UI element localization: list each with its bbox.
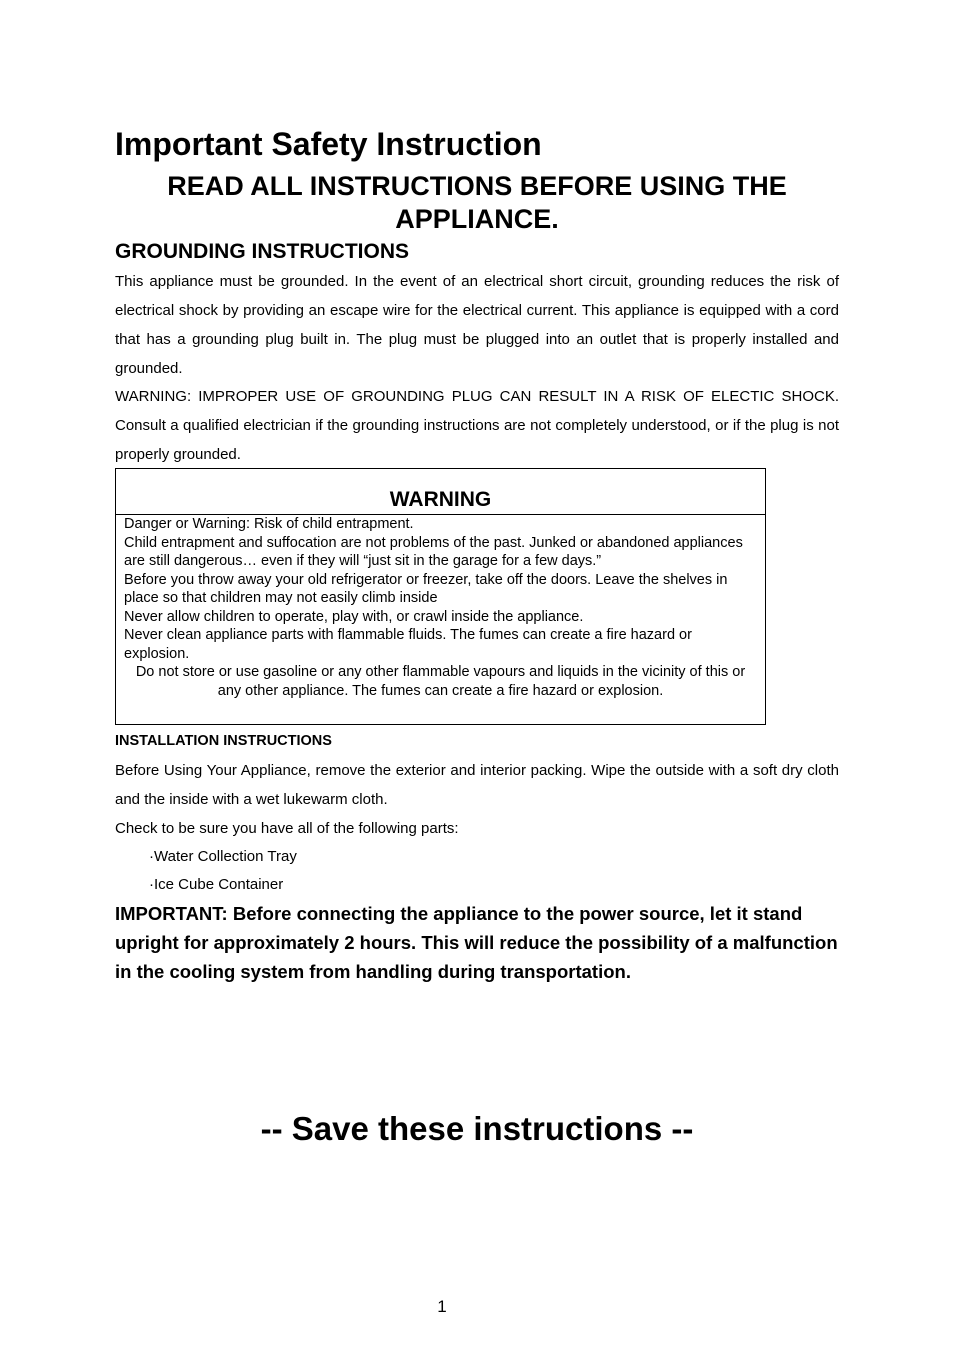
warning-line: Do not store or use gasoline or any other flammable vapours and liquids in the vicinity of this or any other appliance. The fumes can create a fire hazard or explosion. (135, 664, 746, 699)
page-number: 1 (437, 1297, 447, 1316)
read-instructions-heading: READ ALL INSTRUCTIONS BEFORE USING THE APPLIANCE. (167, 171, 787, 234)
important-notice: IMPORTANT: Before connecting the appliance to the power source, let it stand upright for approximately 2 hours. This will reduce the possibility of a malfunction in the cooling system from handling during transportation. (115, 903, 838, 982)
warning-box-body (124, 515, 757, 700)
warning-line: Before you throw away your old refrigerator or freezer, take off the doors. Leave the shelves in place so that children may not easily climb inside (124, 571, 728, 606)
grounding-paragraph: This appliance must be grounded. In the event of an electrical short circuit, grounding reduces the risk of electrical shock by providing an escape wire for the electrical current. This appliance is equipped with a cord that has a grounding plug built in. The plug must be plugged into an outlet that is properly installed and grounded. (115, 273, 839, 377)
installation-heading: INSTALLATION INSTRUCTIONS (115, 733, 332, 749)
parts-list-item: ·Ice Cube Container (149, 876, 284, 893)
grounding-warning-paragraph: WARNING: IMPROPER USE OF GROUNDING PLUG CAN RESULT IN A RISK OF ELECTIC SHOCK. Consult a qualified electrician if the grounding instructions are not completely understood, or if the plug is not properly grounded. (115, 388, 839, 463)
save-instructions-banner: -- Save these instructions -- (260, 1110, 694, 1147)
warning-line: Never allow children to operate, play with, or crawl inside the appliance. (124, 608, 584, 625)
parts-list-item: ·Water Collection Tray (149, 848, 297, 865)
warning-line: Danger or Warning: Risk of child entrapment. (124, 516, 414, 532)
warning-box-title: WARNING (389, 488, 492, 511)
grounding-heading: GROUNDING INSTRUCTIONS (115, 240, 409, 263)
page-title: Important Safety Instruction (115, 126, 542, 162)
warning-line: Never clean appliance parts with flammable fluids. The fumes can create a fire hazard or explosion. (124, 627, 692, 662)
installation-paragraph: Before Using Your Appliance, remove the exterior and interior packing. Wipe the outside with a soft dry cloth and the inside with a wet lukewarm cloth. (115, 762, 839, 808)
parts-check-paragraph: Check to be sure you have all of the following parts: (115, 820, 459, 837)
warning-box (115, 468, 766, 725)
warning-line: Child entrapment and suffocation are not problems of the past. Junked or abandoned appliances are still dangerous… even if they will “just sit in the garage for a few days.” (124, 534, 743, 569)
